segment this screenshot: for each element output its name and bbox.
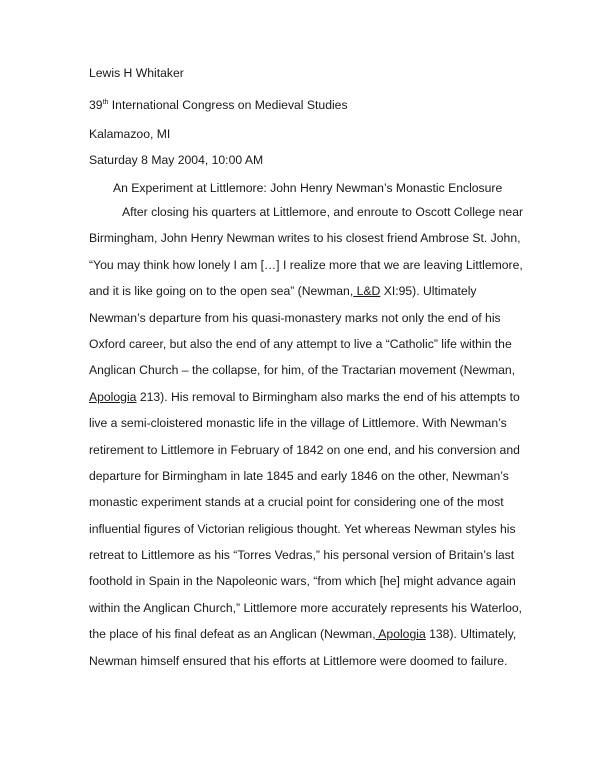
text-line: Oxford career, but also the end of any attempt to live a “Catholic” life within the <box>89 336 512 351</box>
text-line: Birmingham, John Henry Newman writes to his closest friend Ambrose St. John, <box>89 231 521 246</box>
citation-title: L&D <box>353 284 381 299</box>
citation-title: Apologia <box>375 627 426 642</box>
text-segment: XI:95). Ultimately <box>380 284 477 299</box>
conference-title: International Congress on Medieval Studies <box>108 98 348 112</box>
text-segment: the place of his final defeat as an Anglican (Newman, <box>89 627 376 642</box>
conference-number: 39 <box>89 98 103 112</box>
text-line: Newman himself ensured that his efforts at Littlemore were doomed to failure. <box>89 653 508 668</box>
text-line: monastic experiment stands at a crucial point for considering one of the most <box>89 495 504 510</box>
text-line: After closing his quarters at Littlemore, and enroute to Oscott College near <box>122 205 524 219</box>
text-segment: 138). Ultimately, <box>425 627 517 642</box>
text-segment: 213). His removal to Birmingham also marks the end of his attempts to <box>136 389 520 404</box>
text-line: “You may think how lonely I am […] I realize more that we are leaving Littlemore, <box>89 257 523 272</box>
text-line <box>89 621 517 647</box>
author-name: Lewis H Whitaker <box>89 66 184 80</box>
conference-ordinal: th <box>102 98 109 106</box>
presentation-date: Saturday 8 May 2004, 10:00 AM <box>89 153 264 167</box>
text-line: foothold in Spain in the Napoleonic wars, “from which [he] might advance again <box>89 574 516 589</box>
conference-name <box>89 98 348 112</box>
paper-title: An Experiment at Littlemore: John Henry Newman’s Monastic Enclosure <box>113 181 503 195</box>
text-line: retreat to Littlemore as his “Torres Vedras,” his personal version of Britain’s last <box>89 548 515 563</box>
citation-title: Apologia <box>89 389 137 404</box>
text-line: within the Anglican Church,” Littlemore more accurately represents his Waterloo, <box>89 600 523 615</box>
text-line <box>89 278 512 304</box>
text-line: retirement to Littlemore in February of 1842 on one end, and his conversion and <box>89 442 520 457</box>
text-line: Anglican Church – the collapse, for him, of the Tractarian movement (Newman, <box>89 363 516 378</box>
text-line <box>89 384 520 410</box>
text-segment: and it is like going on to the open sea” (Newman, <box>89 284 354 299</box>
body-paragraph <box>89 199 524 674</box>
text-line: influential figures of Victorian religious thought. Yet whereas Newman styles his <box>89 521 516 536</box>
text-line: departure for Birmingham in late 1845 and early 1846 on the other, Newman’s <box>89 468 509 483</box>
text-line: Newman’s departure from his quasi-monastery marks not only the end of his <box>89 310 501 325</box>
text-line: live a semi-cloistered monastic life in the village of Littlemore. With Newman’s <box>89 416 507 431</box>
conference-location: Kalamazoo, MI <box>89 127 171 141</box>
